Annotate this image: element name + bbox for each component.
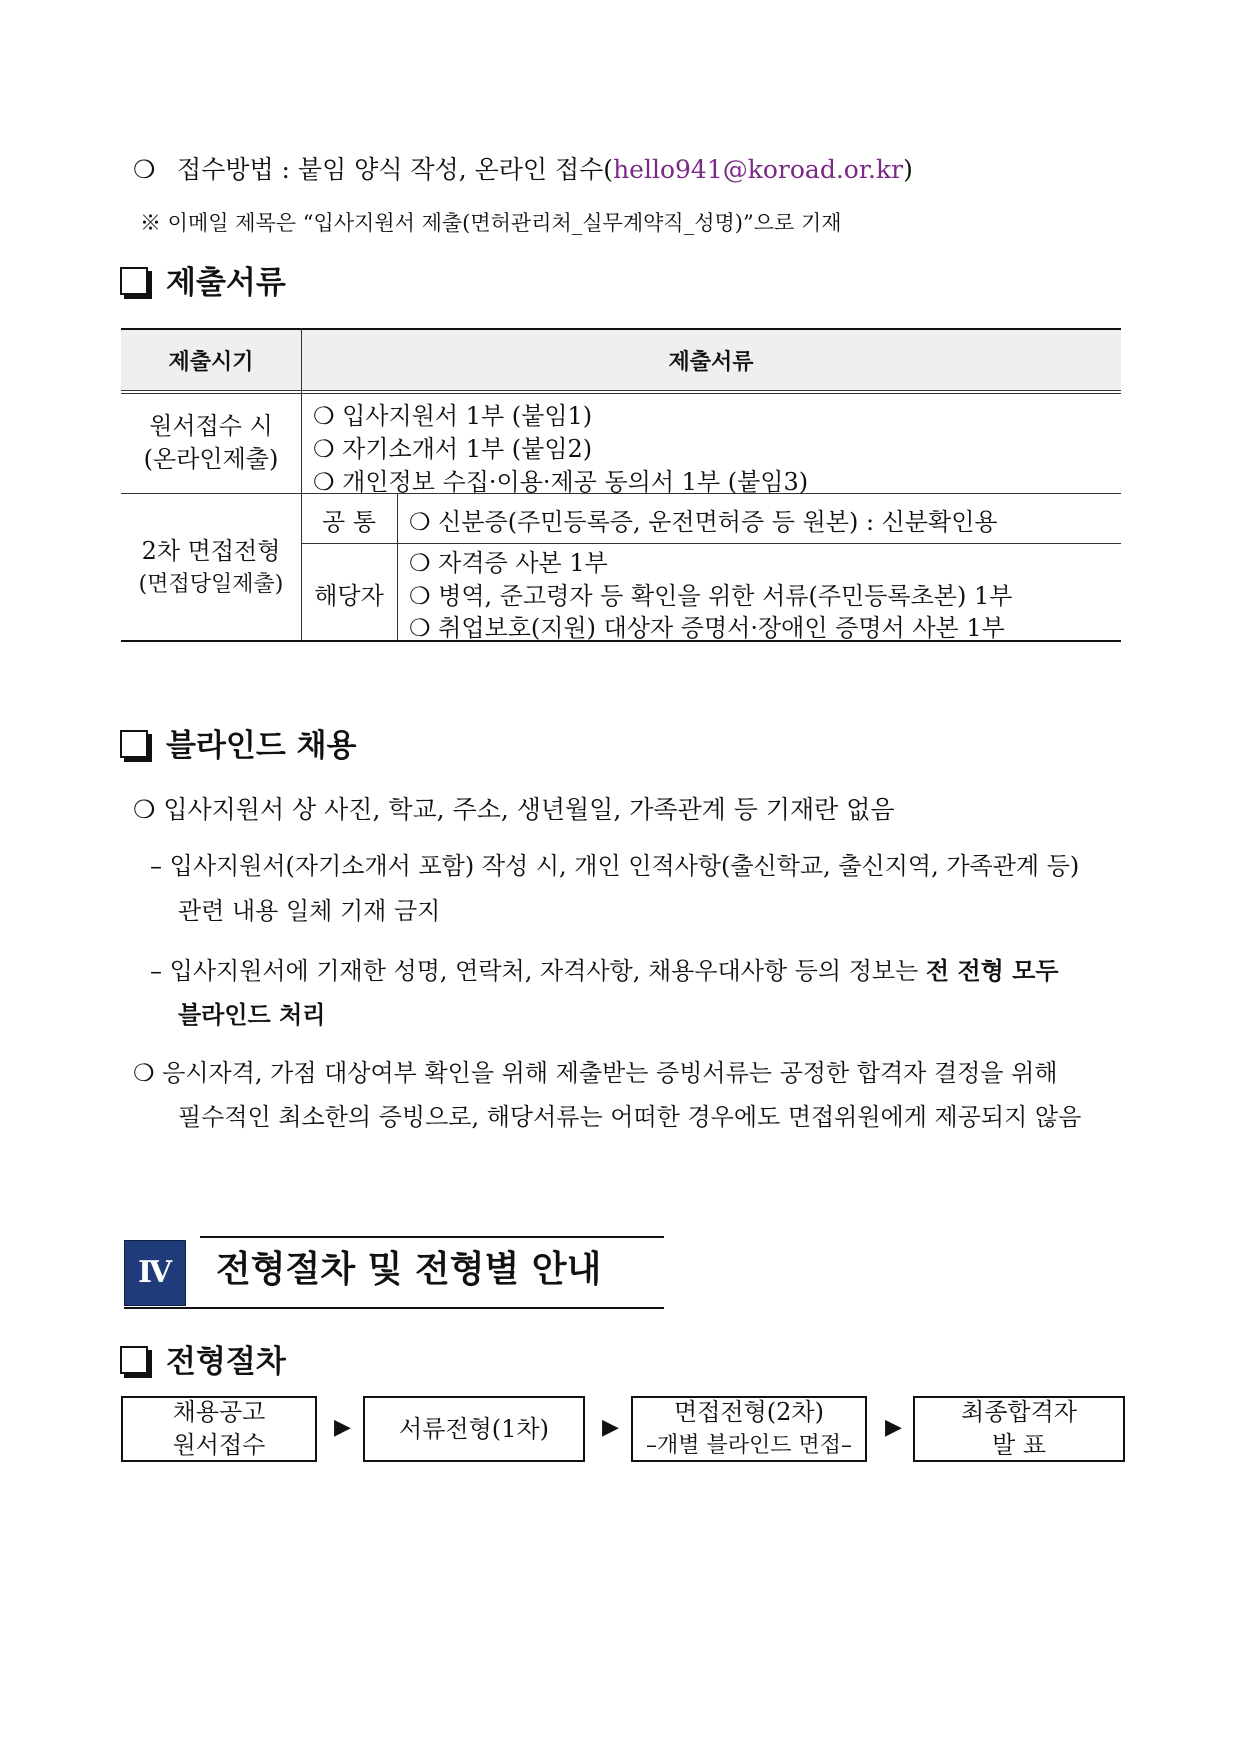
square-bullet-icon xyxy=(120,267,148,295)
blind-para-3-emphasis: 전 전형 모두 xyxy=(925,956,1059,985)
step-line2: –개별 블라인드 면접– xyxy=(645,1433,852,1458)
row2-period xyxy=(121,535,301,601)
step-line1: 최종합격자 xyxy=(961,1398,1077,1426)
section-title: 전형절차 xyxy=(166,1344,286,1380)
blind-para-3-line2 xyxy=(178,995,325,1030)
reception-method xyxy=(133,150,913,186)
reception-label: 접수방법 : 붙임 양식 작성, 온라인 접수( xyxy=(177,155,614,184)
step-line1: 채용공고 xyxy=(172,1398,266,1426)
common-label: 공 통 xyxy=(322,508,376,536)
table-subcol-divider xyxy=(397,493,398,640)
row2-period-line2: (면접당일제출) xyxy=(138,572,284,597)
blind-para-2-line1: – 입사지원서(자기소개서 포함) 작성 시, 개인 인적사항(출신학교, 출신지역, 가족관계 등) xyxy=(150,852,1080,880)
section-heading-blind xyxy=(120,720,356,765)
process-step-3 xyxy=(631,1396,867,1462)
list-item: ❍ 자기소개서 1부 (붙임2) xyxy=(313,435,593,463)
header-documents: 제출서류 xyxy=(668,349,754,375)
common-item: ❍ 신분증(주민등록증, 운전면허증 등 원본) : 신분확인용 xyxy=(409,508,998,536)
blind-para-1: ❍ 입사지원서 상 사진, 학교, 주소, 생년월일, 가족관계 등 기재란 없음 xyxy=(133,795,895,824)
list-item: ❍ 병역, 준고령자 등 확인을 위한 서류(주민등록초본) 1부 xyxy=(409,582,1013,610)
table-header-rule-double xyxy=(121,393,1121,394)
arrow-right-icon: ▶ xyxy=(602,1415,619,1440)
chapter-rule-bottom xyxy=(124,1307,664,1309)
applicable-label: 해당자 xyxy=(314,582,384,610)
list-item: ❍ 취업보호(지원) 대상자 증명서·장애인 증명서 사본 1부 xyxy=(409,614,1005,642)
blind-para-4-line2: 필수적인 최소한의 증빙으로, 해당서류는 어떠한 경우에도 면접위원에게 제공되지 않음 xyxy=(178,1103,1082,1131)
process-step-2 xyxy=(363,1396,585,1462)
table-top-rule xyxy=(121,328,1121,330)
table-header-rule xyxy=(121,390,1121,391)
row1-period-line2: (온라인제출) xyxy=(143,445,279,473)
blind-para-4-line1: ❍ 응시자격, 가점 대상여부 확인을 위해 제출받는 증빙서류는 공정한 합격자 결정을 위해 xyxy=(133,1059,1058,1087)
step-line1: 면접전형(2차) xyxy=(674,1398,824,1426)
chapter-title: 전형절차 및 전형별 안내 xyxy=(216,1249,602,1290)
section-title: 제출서류 xyxy=(166,265,286,301)
section-heading-documents xyxy=(120,257,286,302)
blind-para-2-line2: 관련 내용 일체 기재 금지 xyxy=(178,897,441,925)
step-line1: 서류전형(1차) xyxy=(399,1414,549,1443)
blind-para-3-text: – 입사지원서에 기재한 성명, 연락처, 자격사항, 채용우대사항 등의 정보는 xyxy=(150,957,919,985)
header-period: 제출시기 xyxy=(168,349,254,375)
documents-table xyxy=(121,328,1121,640)
list-item: ❍ 입사지원서 1부 (붙임1) xyxy=(313,402,593,430)
chapter-number-badge: Ⅳ xyxy=(124,1240,186,1306)
arrow-right-icon: ▶ xyxy=(334,1415,351,1440)
email-address: hello941@koroad.or.kr xyxy=(613,155,904,184)
reception-close: ) xyxy=(903,155,913,184)
row1-period xyxy=(121,410,301,476)
email-subject-note: ※ 이메일 제목은 “입사지원서 제출(면허관리처_실무계약직_성명)”으로 기재 xyxy=(140,211,842,235)
list-item: ❍ 개인정보 수집·이용·제공 동의서 1부 (붙임3) xyxy=(313,468,809,496)
square-bullet-icon xyxy=(120,730,148,758)
section-heading-process xyxy=(120,1336,286,1381)
blind-para-3-emphasis-2: 블라인드 처리 xyxy=(178,1000,326,1029)
step-line2: 발 표 xyxy=(992,1431,1046,1459)
blind-para-3-line1 xyxy=(150,951,1059,986)
process-step-4 xyxy=(913,1396,1125,1462)
list-item: ❍ 자격증 사본 1부 xyxy=(409,549,608,577)
step-line2: 원서접수 xyxy=(172,1431,266,1459)
circle-bullet-icon: ❍ xyxy=(133,155,156,184)
section-title: 블라인드 채용 xyxy=(166,728,357,764)
arrow-right-icon: ▶ xyxy=(885,1415,902,1440)
process-step-1 xyxy=(121,1396,317,1462)
row1-period-line1: 원서접수 시 xyxy=(149,412,273,440)
square-bullet-icon xyxy=(120,1346,148,1374)
row2-period-line1: 2차 면접전형 xyxy=(141,537,281,565)
